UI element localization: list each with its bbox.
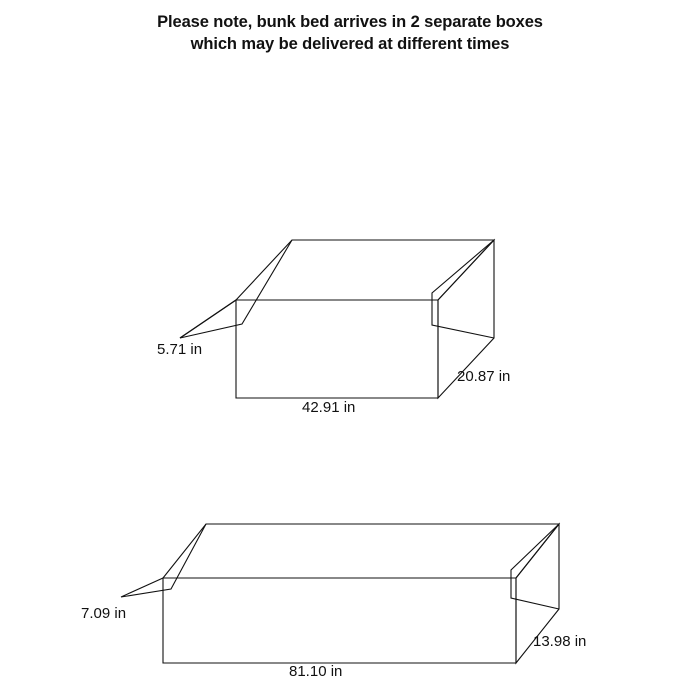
shipping-note-line-1: Please note, bunk bed arrives in 2 separate boxes: [157, 13, 543, 31]
box-1-shape: [180, 240, 494, 398]
box-2-depth-label: 13.98 in: [533, 633, 587, 650]
shipping-note-line-2: which may be delivered at different times: [190, 34, 510, 53]
box-2-shape: [121, 524, 559, 663]
box-2-width-label: 81.10 in: [289, 663, 343, 680]
box-2-right-flap: [511, 524, 559, 609]
box-1-front-face: [236, 300, 438, 398]
box-2-height-label: 7.09 in: [81, 605, 127, 622]
box-1-width-label: 42.91 in: [302, 399, 356, 416]
box-2-front-face: [163, 578, 516, 663]
box-1-right-flap: [432, 240, 494, 338]
box-2-top-face: [163, 524, 559, 578]
box-1-depth-label: 20.87 in: [457, 368, 511, 385]
box-1-height-label: 5.71 in: [157, 341, 203, 358]
